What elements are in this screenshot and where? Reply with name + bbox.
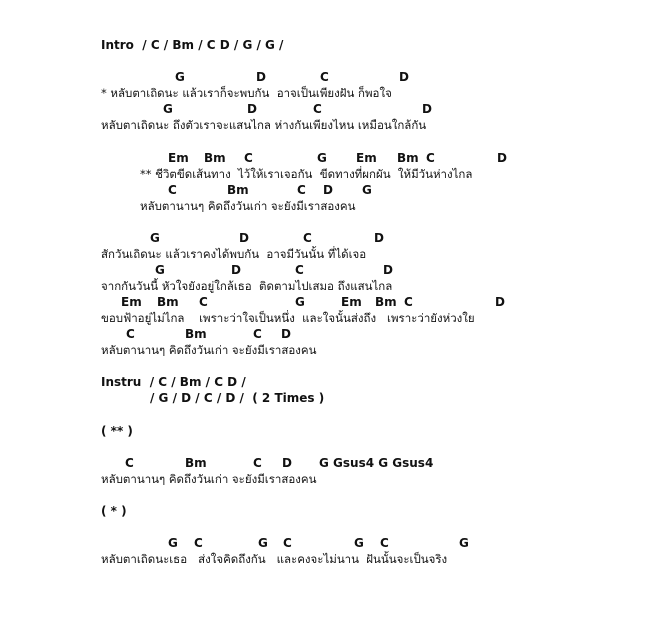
chord-label: C (244, 151, 253, 165)
chord-label: C (303, 231, 312, 245)
chord-label: C (295, 263, 304, 277)
chord-label: G (295, 295, 305, 309)
instru-line-1: Instru / C / Bm / C D / (101, 375, 246, 389)
chord-label: Bm (185, 327, 207, 341)
chord-label: Em (356, 151, 377, 165)
verse2-lyric-2: จากกันวันนี้ หัวใจยังอยู่ใกล้เธอ ติดตามไปเสมอ ถึงแสนไกล (101, 279, 393, 293)
chord-label: G Gsus4 G Gsus4 (319, 456, 434, 470)
chord-label: D (495, 295, 505, 309)
chord-label: Em (341, 295, 362, 309)
chord-label: C (126, 327, 135, 341)
chord-label: D (497, 151, 507, 165)
chord-label: Bm (185, 456, 207, 470)
chord-label: D (231, 263, 241, 277)
chord-label: D (239, 231, 249, 245)
verse1-lyric-2: หลับตาเถิดนะ ถึงตัวเราจะแสนไกล ห่างกันเพียงไหน เหมือนใกล้กัน (101, 118, 427, 132)
chord-label: C (404, 295, 413, 309)
chord-label: D (374, 231, 384, 245)
chord-label: C (199, 295, 208, 309)
chorus-lyric-1: ** ชีวิตขีดเส้นทาง ไว้ให้เราเจอกัน ขีดทางที่ผกผัน ให้มีวันห่างไกล (140, 167, 473, 181)
chord-label: C (313, 102, 322, 116)
chord-label: G (163, 102, 173, 116)
chord-label: D (399, 70, 409, 84)
chord-label: G (175, 70, 185, 84)
chord-label: G (168, 536, 178, 550)
chord-label: D (247, 102, 257, 116)
chord-label: C (380, 536, 389, 550)
chord-label: D (383, 263, 393, 277)
chord-label: C (125, 456, 134, 470)
verse2-lyric-3: ขอบฟ้าอยู่ไม่ไกล เพราะว่าใจเป็นหนึ่ง และใจนั้นส่งถึง เพราะว่ายังห่วงใย (101, 311, 475, 325)
chord-label: C (253, 327, 262, 341)
chord-label: Bm (157, 295, 179, 309)
chord-label: G (258, 536, 268, 550)
chord-label: C (297, 183, 306, 197)
chord-label: Bm (397, 151, 419, 165)
chord-label: C (426, 151, 435, 165)
verse2-lyric-1: สักวันเถิดนะ แล้วเราคงได้พบกัน อาจมีวันนั้น ที่ได้เจอ (101, 247, 367, 261)
instru-line-2: / G / D / C / D / ( 2 Times ) (150, 391, 325, 405)
repeat-verse-marker: ( * ) (101, 504, 127, 518)
chord-label: C (253, 456, 262, 470)
chord-label: G (354, 536, 364, 550)
chord-label: G (155, 263, 165, 277)
chord-label: Em (121, 295, 142, 309)
outro-lyric: หลับตานานๆ คิดถึงวันเก่า จะยังมีเราสองคน (101, 472, 317, 486)
chord-label: D (422, 102, 432, 116)
verse2-lyric-4: หลับตานานๆ คิดถึงวันเก่า จะยังมีเราสองคน (101, 343, 317, 357)
verse1-lyric-1: * หลับตาเถิดนะ แล้วเราก็จะพบกัน อาจเป็นเพียงฝัน ก็พอใจ (101, 86, 392, 100)
chord-label: Bm (227, 183, 249, 197)
chord-label: D (323, 183, 333, 197)
chord-label: C (168, 183, 177, 197)
chorus-lyric-2: หลับตานานๆ คิดถึงวันเก่า จะยังมีเราสองคน (140, 199, 356, 213)
chord-label: G (317, 151, 327, 165)
chord-label: D (281, 327, 291, 341)
chord-label: Bm (204, 151, 226, 165)
chord-label: C (320, 70, 329, 84)
chord-label: G (459, 536, 469, 550)
chord-label: C (283, 536, 292, 550)
chord-label: G (362, 183, 372, 197)
chord-label: C (194, 536, 203, 550)
chord-label: Bm (375, 295, 397, 309)
chord-label: D (256, 70, 266, 84)
intro-line: Intro / C / Bm / C D / G / G / (101, 38, 284, 52)
chord-label: D (282, 456, 292, 470)
chord-label: Em (168, 151, 189, 165)
chord-label: G (150, 231, 160, 245)
repeat-chorus-marker: ( ** ) (101, 424, 133, 438)
ending-lyric: หลับตาเถิดนะเธอ ส่งใจคิดถึงกัน และคงจะไม่นาน ฝันนั้นจะเป็นจริง (101, 552, 448, 566)
